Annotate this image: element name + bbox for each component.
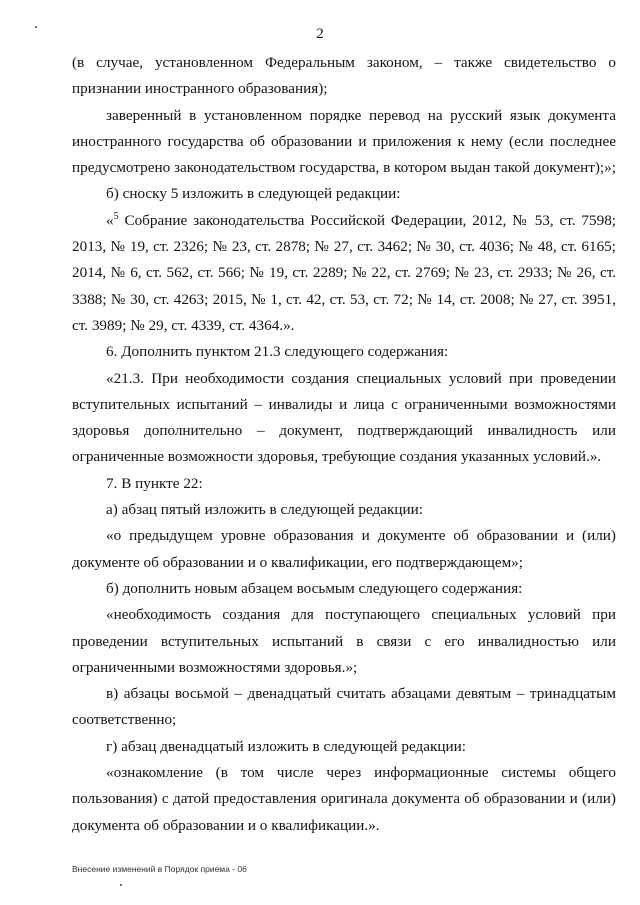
scan-speck <box>35 26 37 28</box>
paragraph-2: заверенный в установленном порядке перевод на русский язык документа иностранного государства об образовании и приложения к нему (если последнее предусмотрено законодательством государства, в котором выдан такой документ);»; <box>72 106 616 177</box>
paragraph-5: 6. Дополнить пунктом 21.3 следующего содержания: <box>106 343 449 361</box>
paragraph-6: «21.3. При необходимости создания специальных условий при проведении вступительных испытаний – инвалиды и лица с ограниченными возможностями здоровья дополнительно – документ, подтверждающий инвалидность или ограниченные возможности здоровья, требующие создания указанных условий.». <box>72 369 616 466</box>
page-number: 2 <box>316 26 324 42</box>
footer-note: Внесение изменений в Порядок приема - 06 <box>72 864 247 874</box>
scan-speck <box>120 884 122 886</box>
paragraph-10: б) дополнить новым абзацем восьмым следующего содержания: <box>106 579 523 597</box>
paragraph-footnote-text <box>72 208 616 339</box>
footnote-open-quote: « <box>106 211 114 229</box>
paragraph-8: а) абзац пятый изложить в следующей редакции: <box>106 501 423 519</box>
paragraph-3: б) сноску 5 изложить в следующей редакции: <box>106 185 401 203</box>
paragraph-14: «ознакомление (в том числе через информационные системы общего пользования) с датой предоставления оригинала документа об образовании и (или) документа об образовании и о квалификации.». <box>72 764 616 834</box>
footnote-body: Собрание законодательства Российской Федерации, 2012, № 53, ст. 7598; 2013, № 19, ст. 2326; № 23, ст. 2878; № 27, ст. 3462; № 30, ст. 4036; № 48, ст. 6165; 2014, № 6, ст. 562, ст. 566; № 19, ст. 2289; № 22, ст. 2769; № 23, ст. 2933; № 26, ст. 3388; № 30, ст. 4263; 2015, № 1, ст. 42, ст. 53, ст. 72; № 14, ст. 2008; № 27, ст. 3951, ст. 3989; № 29, ст. 4339, ст. 4364.». <box>72 211 617 334</box>
paragraph-7: 7. В пункте 22: <box>106 474 203 492</box>
paragraph-9: «о предыдущем уровне образования и документе об образовании и (или) документе об образовании и о квалификации, его подтверждающем»; <box>72 527 616 571</box>
footnote-marker: 5 <box>113 210 119 222</box>
paragraph-1: (в случае, установленном Федеральным законом, – также свидетельство о признании иностранного образования); <box>72 54 616 98</box>
paragraph-13: г) абзац двенадцатый изложить в следующей редакции: <box>106 737 466 755</box>
paragraph-11: «необходимость создания для поступающего специальных условий при проведении вступительных испытаний в связи с его инвалидностью или ограниченными возможностями здоровья.»; <box>72 606 616 676</box>
document-body <box>72 50 616 839</box>
paragraph-12: в) абзацы восьмой – двенадцатый считать абзацами девятым – тринадцатым соответственно; <box>72 685 616 729</box>
